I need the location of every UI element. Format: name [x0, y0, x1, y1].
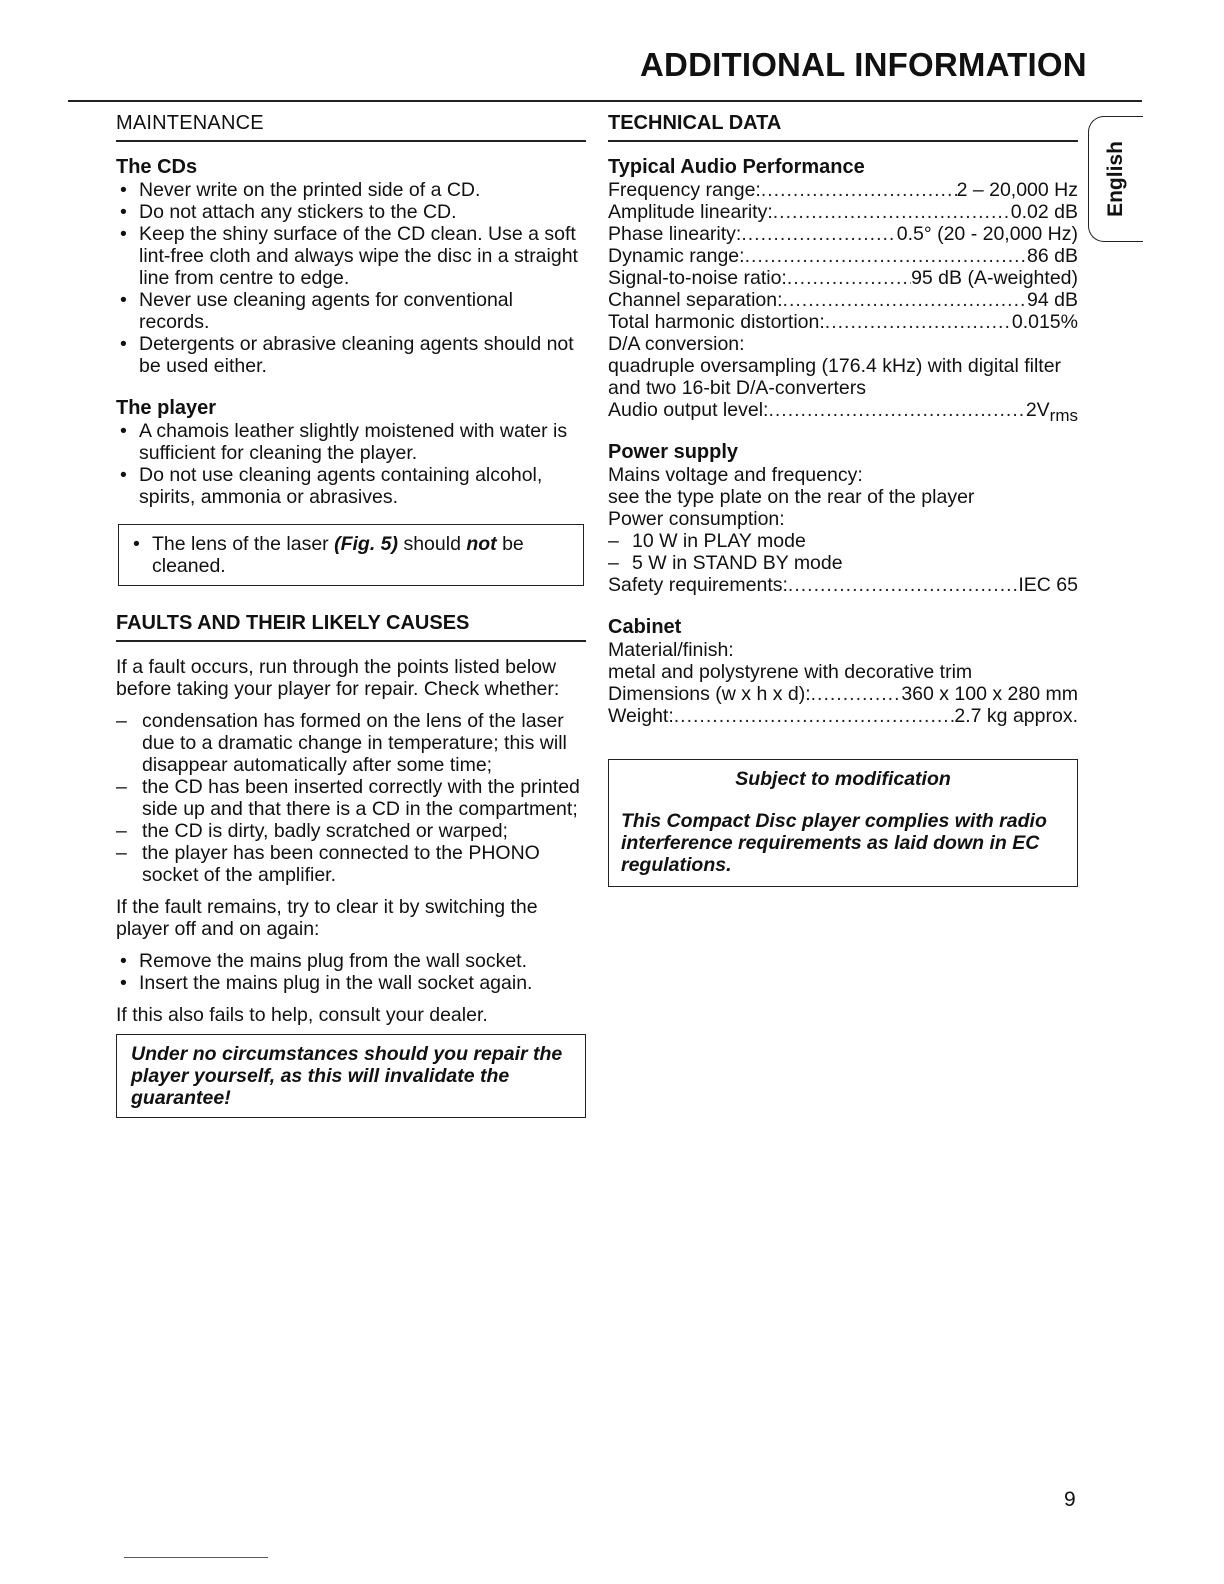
audio-heading: Typical Audio Performance: [608, 156, 865, 178]
list-item: • Detergents or abrasive cleaning agents should not be used either.: [116, 333, 586, 377]
dimensions-row: Dimensions (w x h x d): ..... 360 x 100 x 280 mm: [608, 683, 1078, 705]
warning-text: Under no circumstances should you repair the player yourself, as this will invalidate the guarantee!: [131, 1043, 563, 1109]
language-tab: [1088, 116, 1143, 242]
page-title: ADDITIONAL INFORMATION: [640, 46, 1087, 83]
spec-row: Total harmonic distortion: ..... 0.015%: [608, 311, 1078, 333]
notice-title: Subject to modification: [735, 767, 951, 790]
cds-list: [116, 179, 586, 377]
faults-intro: If a fault occurs, run through the points listed below before taking your player for repair. Check whether:: [116, 656, 560, 700]
technical-heading: TECHNICAL DATA: [608, 112, 1078, 142]
cabinet-heading: Cabinet: [608, 615, 682, 638]
lens-note-box: [118, 524, 584, 586]
da-text: quadruple oversampling (176.4 kHz) with digital filter and two 16-bit D/A-converters: [608, 355, 1062, 399]
header-rule: [68, 100, 1142, 102]
compliance-box: [608, 759, 1078, 887]
spec-row: Dynamic range: ..... 86 dB: [608, 245, 1078, 267]
faults-checklist: [116, 710, 586, 886]
left-column: [116, 112, 586, 1118]
list-item: – the player has been connected to the PHONO socket of the amplifier.: [116, 842, 586, 886]
faults-steps: [116, 950, 586, 994]
da-label: D/A conversion:: [608, 333, 745, 355]
list-item: • Insert the mains plug in the wall socket again.: [116, 972, 586, 994]
weight-row: Weight: ..... 2.7 kg approx.: [608, 705, 1078, 727]
spec-row: Channel separation: ..... 94 dB: [608, 289, 1078, 311]
list-item: – 10 W in PLAY mode: [608, 530, 1078, 552]
faults-remains: If the fault remains, try to clear it by switching the player off and on again:: [116, 896, 538, 940]
list-item: – the CD is dirty, badly scratched or warped;: [116, 820, 586, 842]
notice-text: This Compact Disc player complies with radio interference requirements as laid down in EC regulations.: [621, 809, 1047, 876]
spec-row: Frequency range: ..... 2 – 20,000 Hz: [608, 179, 1078, 201]
power-line: Mains voltage and frequency:: [608, 463, 863, 486]
list-item: • Do not use cleaning agents containing alcohol, spirits, ammonia or abrasives.: [116, 464, 586, 508]
player-list: [116, 420, 586, 508]
power-line: Power consumption:: [608, 507, 785, 530]
list-item: • A chamois leather slightly moistened with water is sufficient for cleaning the player.: [116, 420, 586, 464]
safety-row: Safety requirements: ..... IEC 65: [608, 574, 1078, 596]
faults-heading: FAULTS AND THEIR LIKELY CAUSES: [116, 612, 586, 642]
faults-dealer: If this also fails to help, consult your dealer.: [116, 1004, 488, 1026]
list-item: • Never use cleaning agents for conventional records.: [116, 289, 586, 333]
maintenance-heading: MAINTENANCE: [116, 112, 586, 142]
power-heading: Power supply: [608, 440, 739, 463]
list-item: • Keep the shiny surface of the CD clean. Use a soft lint-free cloth and always wipe the disc in a straight line from centre to edge.: [116, 223, 586, 289]
warning-box: [116, 1034, 586, 1118]
power-modes: [608, 530, 1078, 574]
power-line: see the type plate on the rear of the player: [608, 485, 975, 508]
spec-row: Phase linearity: ..... 0.5° (20 - 20,000 Hz): [608, 223, 1078, 245]
page-number: 9: [1064, 1488, 1076, 1511]
figure-reference: (Fig. 5): [334, 533, 399, 555]
spec-row: Amplitude linearity: ..... 0.02 dB: [608, 201, 1078, 223]
cabinet-line: metal and polystyrene with decorative trim: [608, 660, 973, 683]
lens-note: • The lens of the laser (Fig. 5) should not be cleaned.: [129, 533, 573, 577]
cabinet-line: Material/finish:: [608, 638, 734, 661]
list-item: • Never write on the printed side of a CD.: [116, 179, 586, 201]
player-heading: The player: [116, 397, 217, 419]
language-tab-label: English: [1104, 141, 1127, 217]
spec-row: Signal-to-noise ratio: ..... 95 dB (A-weighted): [608, 267, 1078, 289]
list-item: – 5 W in STAND BY mode: [608, 552, 1078, 574]
cds-heading: The CDs: [116, 156, 198, 178]
list-item: – the CD has been inserted correctly with the printed side up and that there is a CD in the compartment;: [116, 776, 586, 820]
audio-output-row: Audio output level: ..... $2V_{rms}$: [608, 399, 1078, 427]
right-column: [608, 112, 1078, 887]
list-item: • Do not attach any stickers to the CD.: [116, 201, 586, 223]
emphasis-not: not: [466, 533, 497, 555]
footer-rule: [124, 1557, 268, 1558]
list-item: – condensation has formed on the lens of the laser due to a dramatic change in temperature; this will disappear automatically after some time;: [116, 710, 586, 776]
list-item: • Remove the mains plug from the wall socket.: [116, 950, 586, 972]
